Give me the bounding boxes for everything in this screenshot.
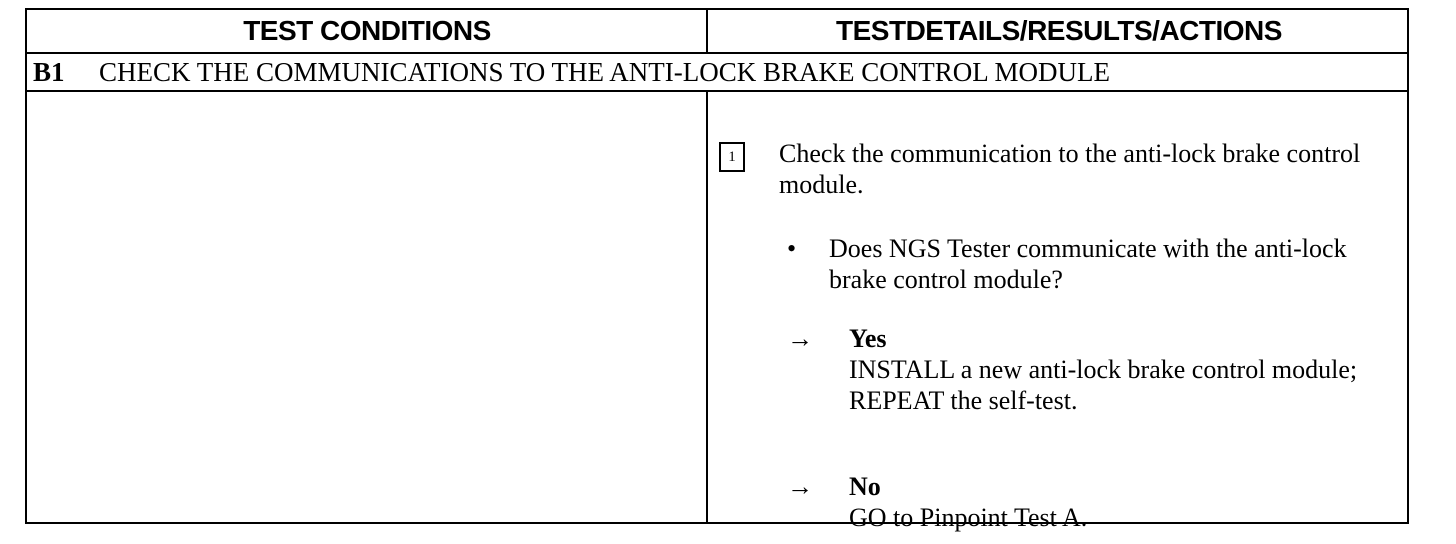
question-text: Does NGS Tester communicate with the anti-lock brake control module? — [829, 234, 1347, 294]
arrow-right-icon: → — [787, 472, 813, 501]
pinpoint-test-table — [25, 8, 1409, 532]
yes-label: Yes — [849, 324, 887, 353]
column-divider-body — [706, 92, 708, 524]
column-divider-header — [706, 10, 708, 52]
arrow-right-icon: → — [787, 324, 813, 353]
step-title: CHECK THE COMMUNICATIONS TO THE ANTI-LOCK BRAKE CONTROL MODULE — [99, 56, 1111, 87]
step-title-divider — [27, 90, 1407, 92]
step-number-box: 1 — [719, 142, 745, 172]
test-details-header: TESTDETAILS/RESULTS/ACTIONS — [836, 15, 1282, 46]
yes-action-text: INSTALL a new anti-lock brake control module; REPEAT the self-test. — [849, 355, 1358, 415]
step-id: B1 — [33, 56, 65, 87]
no-label: No — [849, 472, 881, 501]
step-title-row — [27, 54, 1407, 90]
test-conditions-header: TEST CONDITIONS — [243, 15, 491, 46]
no-action-text: GO to Pinpoint Test A. — [849, 503, 1088, 532]
instruction-text: Check the communication to the anti-lock brake control module. — [779, 139, 1361, 199]
bullet-icon: • — [787, 234, 797, 263]
